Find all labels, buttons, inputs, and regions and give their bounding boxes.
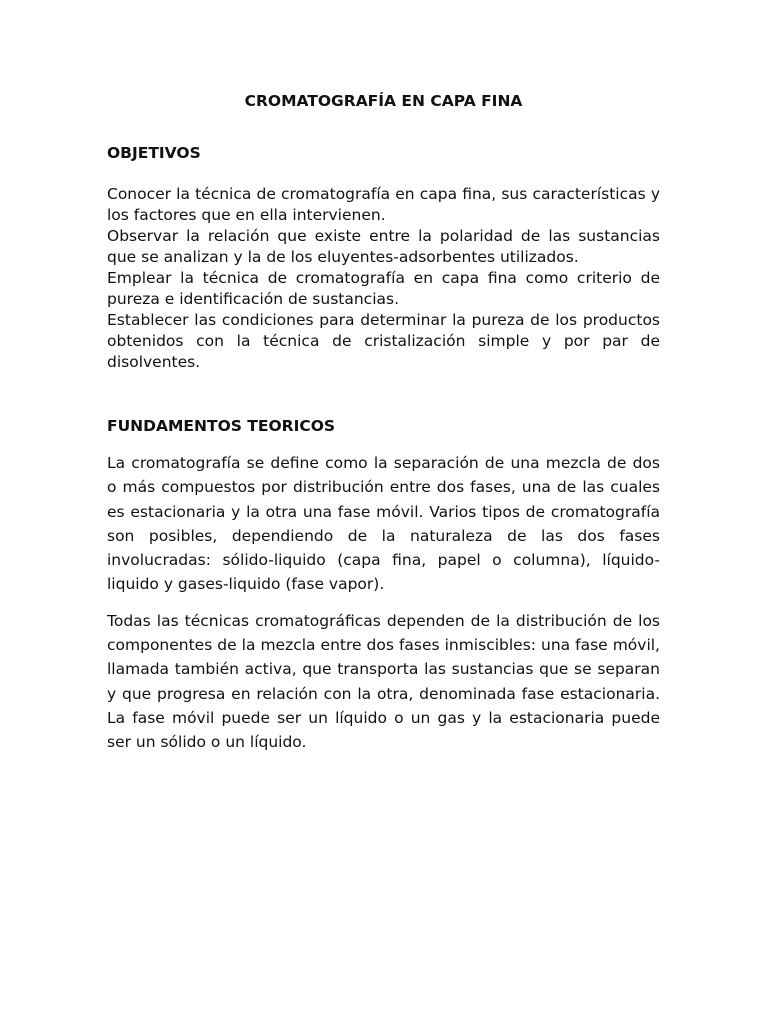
- objective-item: Conocer la técnica de cromatografía en capa fina, sus características y los factores que en ella intervienen.: [107, 185, 660, 224]
- objectives-heading: OBJETIVOS: [107, 144, 201, 162]
- document-title: CROMATOGRAFÍA EN CAPA FINA: [244, 92, 523, 110]
- objective-item: Establecer las condiciones para determinar la pureza de los productos obtenidos con la técnica de cristalización simple y por par de disolventes.: [107, 311, 660, 371]
- document-page: [107, 90, 660, 755]
- objectives-list: [107, 184, 660, 373]
- fundamentals-paragraph: Todas las técnicas cromatográficas dependen de la distribución de los componentes de la mezcla entre dos fases inmiscibles: una fase móvil, llamada también activa, que transporta las sustancias que se separan y que progresa en relación con la otra, denominada fase estacionaria. La fase móvil puede ser un líquido o un gas y la estacionaria puede ser un sólido o un líquido.: [107, 611, 660, 752]
- fundamentals-body: [107, 451, 660, 755]
- objective-item: Emplear la técnica de cromatografía en capa fina como criterio de pureza e identificación de sustancias.: [107, 269, 660, 308]
- fundamentals-heading: FUNDAMENTOS TEORICOS: [107, 417, 336, 435]
- fundamentals-paragraph: La cromatografía se define como la separación de una mezcla de dos o más compuestos por distribución entre dos fases, una de las cuales es estacionaria y la otra una fase móvil. Varios tipos de cromatografía son posibles, dependiendo de la naturaleza de las dos fases involucradas: sólido-liquido (capa fina, papel o columna), líquido-liquido y gases-liquido (fase vapor).: [107, 454, 660, 594]
- objective-item: Observar la relación que existe entre la polaridad de las sustancias que se analizan y la de los eluyentes-adsorbentes utilizados.: [107, 227, 660, 266]
